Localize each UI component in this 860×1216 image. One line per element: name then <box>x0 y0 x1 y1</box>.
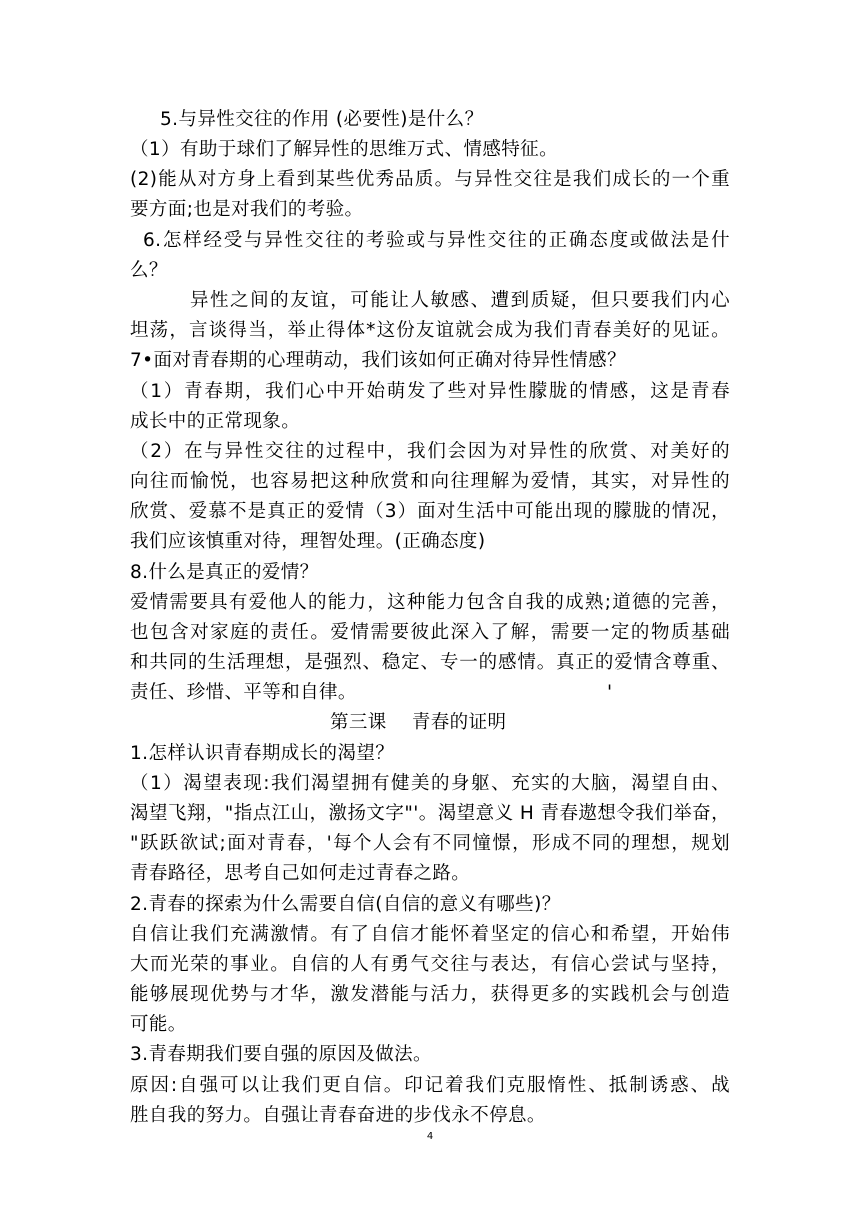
answer-line: 向往而愉悦，也容易把这种欣赏和向往理解为爱情，其实，对异性的 <box>130 471 730 492</box>
question-2: 2.青春的探索为什么需要自信(自信的意义有哪些)？ <box>130 894 561 915</box>
answer-line: （2）在与异性交往的过程中，我们会因为对异性的欣赏、对美好的 <box>130 441 730 462</box>
answer-line: 大而光荣的事业。自信的人有勇气交往与表达，有信心尝试与坚持， <box>130 954 730 975</box>
question-5: 5.与异性交往的作用 (必要性)是什么？ <box>160 109 484 130</box>
answer-line: 自信让我们充满激情。有了自信才能怀着坚定的信心和希望，开始伟 <box>130 924 730 945</box>
answer-line: 可能。 <box>130 1014 187 1035</box>
answer-line: 胜自我的努力。自强让青春奋进的步伐永不停息。 <box>130 1105 546 1126</box>
answer-line: 坦荡，言谈得当，举止得体*这份友谊就会成为我们青春美好的见证。 <box>130 320 730 341</box>
answer-line: （1）渴望表现:我们渴望拥有健美的身躯、充实的大脑，渴望自由、 <box>130 773 730 794</box>
question-6-cont: 么？ <box>130 260 168 281</box>
question-7: 7•面对青春期的心理萌动，我们该如何正确对待异性情感？ <box>130 350 626 371</box>
answer-line: 也包含对家庭的责任。爱情需要彼此深入了解，需要一定的物质基础 <box>130 622 730 643</box>
answer-line: 成长中的正常现象。 <box>130 411 301 432</box>
section-heading: 第三课 青春的证明 <box>330 712 507 733</box>
question-3: 3.青春期我们要自强的原因及做法。 <box>130 1044 432 1065</box>
question-8: 8.什么是真正的爱情？ <box>130 562 319 583</box>
answer-line: （1）有助于球们了解异性的思维万式、情感特征。 <box>130 139 558 160</box>
answer-line: (2)能从对方身上看到某些优秀品质。与异性交往是我们成长的一个重 <box>130 169 730 190</box>
question-1: 1.怎样认识青春期成长的渴望？ <box>130 743 395 764</box>
answer-line: "跃跃欲试;面对青春，'每个人会有不同憧憬，形成不同的理想，规划 <box>130 833 730 854</box>
answer-line: 责任、珍惜、平等和自律。 <box>130 682 357 703</box>
answer-line: （1）青春期，我们心中开始萌发了些对异性朦胧的情感，这是青春 <box>130 381 730 402</box>
answer-line: 爱情需要具有爱他人的能力，这种能力包含自我的成熟;道德的完善， <box>130 592 730 613</box>
answer-line: 我们应该慎重对待，理智处理。(正确态度) <box>130 531 486 552</box>
stray-mark: ' <box>607 682 613 703</box>
answer-line: 要方面;也是对我们的考验。 <box>130 199 364 220</box>
answer-line: 原因:自强可以让我们更自信。印记着我们克服惰性、抵制诱惑、战 <box>130 1075 730 1096</box>
answer-line: 和共同的生活理想，是强烈、稳定、专一的感情。真正的爱情含尊重、 <box>130 652 730 673</box>
answer-line: 青春路径，思考自己如何走过青春之路。 <box>130 863 471 884</box>
question-6: 6.怎样经受与异性交往的考验或与异性交往的正确态度或做法是什 <box>143 230 730 251</box>
answer-line: 异性之间的友谊，可能让人敏感、遭到质疑，但只要我们内心 <box>190 290 730 311</box>
answer-line: 欣赏、爱慕不是真正的爱情（3）面对生活中可能出现的朦胧的情况， <box>130 501 730 522</box>
page-number: 4 <box>426 1131 434 1142</box>
answer-line: 能够展现优势与才华，激发潜能与活力，获得更多的实践机会与创造 <box>130 984 730 1005</box>
answer-line: 渴望飞翔，"指点江山，激扬文字"'。渴望意义 H 青春遨想令我们举奋， <box>130 803 730 824</box>
